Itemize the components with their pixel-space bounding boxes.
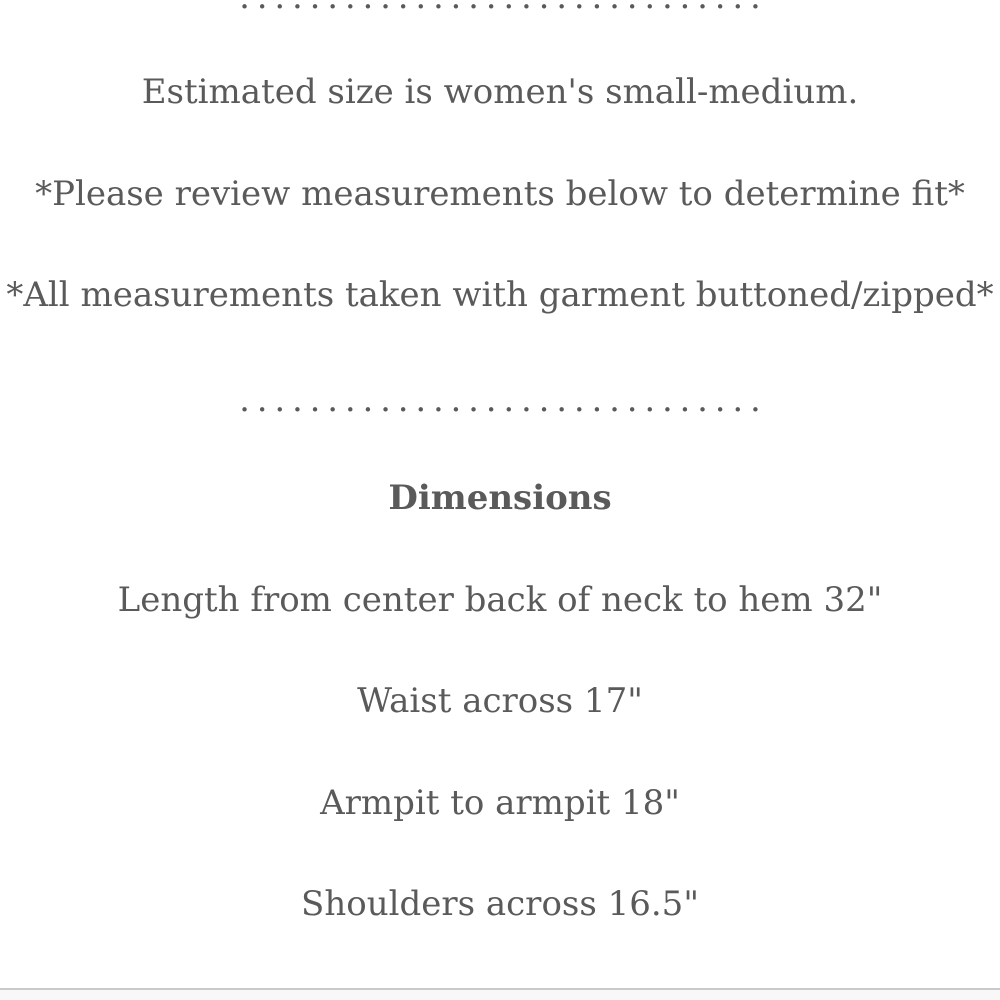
bottom-strip — [0, 990, 1000, 1000]
measurement-waist: Waist across 17" — [357, 681, 643, 721]
measurement-shoulders: Shoulders across 16.5" — [301, 884, 699, 924]
garment-buttoned-note: *All measurements taken with garment buttoned/zipped* — [6, 275, 994, 315]
review-measurements-note: *Please review measurements below to determine fit* — [35, 174, 965, 214]
measurement-length: Length from center back of neck to hem 32" — [117, 580, 883, 620]
dotted-separator-middle: . . . . . . . . . . . . . . . . . . . . . . . . . . . . . . — [239, 380, 761, 420]
estimated-size-note: Estimated size is women's small-medium. — [141, 72, 859, 112]
measurement-armpit: Armpit to armpit 18" — [320, 783, 680, 823]
dotted-separator-top — [0, 0, 1000, 18]
dimensions-heading: Dimensions — [388, 478, 612, 518]
